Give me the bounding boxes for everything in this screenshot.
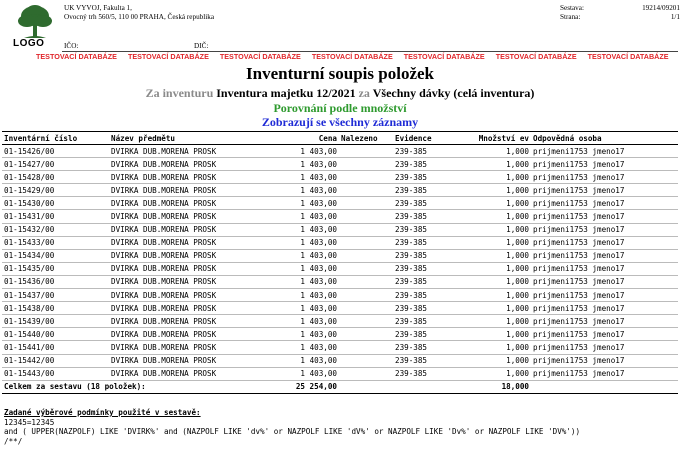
total-mnozstvi: 18,000 bbox=[453, 380, 531, 393]
cell-osoba: prijmeni1753 jmeno17 bbox=[531, 236, 678, 249]
cell-nalezeno bbox=[339, 197, 393, 210]
cell-osoba: prijmeni1753 jmeno17 bbox=[531, 249, 678, 262]
cell-nalezeno bbox=[339, 328, 393, 341]
cell-mnozstvi: 1,000 bbox=[453, 354, 531, 367]
cell-osoba: prijmeni1753 jmeno17 bbox=[531, 367, 678, 380]
cell-evidence: 239-385 bbox=[393, 302, 453, 315]
table-row bbox=[2, 275, 678, 288]
inventory-name: Inventura majetku 12/2021 bbox=[216, 86, 356, 100]
dic-label: DIČ: bbox=[194, 42, 209, 50]
cell-mnozstvi: 1,000 bbox=[453, 315, 531, 328]
test-db-label: TESTOVACÍ DATABÁZE bbox=[587, 52, 669, 61]
cell-inv-cislo: 01-15442/00 bbox=[2, 354, 109, 367]
org-name: UK VYVOJ, Fakulta 1, bbox=[64, 4, 132, 12]
cell-mnozstvi: 1,000 bbox=[453, 184, 531, 197]
cell-evidence: 239-385 bbox=[393, 171, 453, 184]
cell-mnozstvi: 1,000 bbox=[453, 289, 531, 302]
cell-nazev: DVIRKA DUB.MORENA PROSK bbox=[109, 249, 281, 262]
test-db-label: TESTOVACÍ DATABÁZE bbox=[495, 52, 577, 61]
cell-inv-cislo: 01-15434/00 bbox=[2, 249, 109, 262]
cell-inv-cislo: 01-15429/00 bbox=[2, 184, 109, 197]
cell-nazev: DVIRKA DUB.MORENA PROSK bbox=[109, 315, 281, 328]
cell-inv-cislo: 01-15441/00 bbox=[2, 341, 109, 354]
cell-cena: 1 403,00 bbox=[281, 145, 339, 158]
cell-nalezeno bbox=[339, 289, 393, 302]
batch-scope: Všechny dávky (celá inventura) bbox=[372, 86, 535, 100]
cell-mnozstvi: 1,000 bbox=[453, 262, 531, 275]
cell-nazev: DVIRKA DUB.MORENA PROSK bbox=[109, 171, 281, 184]
cell-cena: 1 403,00 bbox=[281, 197, 339, 210]
condition-line: /**/ bbox=[4, 436, 23, 446]
cell-nazev: DVIRKA DUB.MORENA PROSK bbox=[109, 341, 281, 354]
cell-cena: 1 403,00 bbox=[281, 223, 339, 236]
cell-osoba: prijmeni1753 jmeno17 bbox=[531, 302, 678, 315]
total-spacer bbox=[339, 380, 453, 393]
cell-nalezeno bbox=[339, 341, 393, 354]
table-row bbox=[2, 158, 678, 171]
cell-mnozstvi: 1,000 bbox=[453, 367, 531, 380]
test-db-label: TESTOVACÍ DATABÁZE bbox=[127, 52, 209, 61]
table-row bbox=[2, 145, 678, 158]
cell-inv-cislo: 01-15430/00 bbox=[2, 197, 109, 210]
cell-evidence: 239-385 bbox=[393, 341, 453, 354]
table-row bbox=[2, 197, 678, 210]
report-info bbox=[560, 4, 680, 22]
cell-inv-cislo: 01-15433/00 bbox=[2, 236, 109, 249]
cell-evidence: 239-385 bbox=[393, 145, 453, 158]
cell-nalezeno bbox=[339, 184, 393, 197]
table-row bbox=[2, 289, 678, 302]
inventory-subtitle bbox=[0, 86, 680, 101]
cell-inv-cislo: 01-15426/00 bbox=[2, 145, 109, 158]
table-row bbox=[2, 223, 678, 236]
cell-mnozstvi: 1,000 bbox=[453, 328, 531, 341]
test-db-label: TESTOVACÍ DATABÁZE bbox=[403, 52, 485, 61]
records-filter: Zobrazují se všechny záznamy bbox=[261, 115, 419, 129]
cell-cena: 1 403,00 bbox=[281, 275, 339, 288]
cell-nalezeno bbox=[339, 275, 393, 288]
cell-inv-cislo: 01-15436/00 bbox=[2, 275, 109, 288]
cell-cena: 1 403,00 bbox=[281, 289, 339, 302]
cell-evidence: 239-385 bbox=[393, 223, 453, 236]
cell-evidence: 239-385 bbox=[393, 236, 453, 249]
cell-cena: 1 403,00 bbox=[281, 262, 339, 275]
cell-cena: 1 403,00 bbox=[281, 367, 339, 380]
cell-nalezeno bbox=[339, 210, 393, 223]
cell-evidence: 239-385 bbox=[393, 354, 453, 367]
cell-inv-cislo: 01-15431/00 bbox=[2, 210, 109, 223]
cell-mnozstvi: 1,000 bbox=[453, 341, 531, 354]
cell-nazev: DVIRKA DUB.MORENA PROSK bbox=[109, 302, 281, 315]
col-header-nalezeno: Nalezeno bbox=[339, 132, 393, 145]
cell-evidence: 239-385 bbox=[393, 367, 453, 380]
cell-nazev: DVIRKA DUB.MORENA PROSK bbox=[109, 328, 281, 341]
test-db-label: TESTOVACÍ DATABÁZE bbox=[219, 52, 301, 61]
cell-nazev: DVIRKA DUB.MORENA PROSK bbox=[109, 262, 281, 275]
cell-mnozstvi: 1,000 bbox=[453, 171, 531, 184]
cell-evidence: 239-385 bbox=[393, 328, 453, 341]
strana-label: Strana: bbox=[560, 13, 581, 21]
total-cena: 25 254,00 bbox=[281, 380, 339, 393]
cell-nazev: DVIRKA DUB.MORENA PROSK bbox=[109, 210, 281, 223]
cell-inv-cislo: 01-15435/00 bbox=[2, 262, 109, 275]
cell-cena: 1 403,00 bbox=[281, 328, 339, 341]
cell-mnozstvi: 1,000 bbox=[453, 302, 531, 315]
cell-cena: 1 403,00 bbox=[281, 184, 339, 197]
cell-mnozstvi: 1,000 bbox=[453, 249, 531, 262]
cell-osoba: prijmeni1753 jmeno17 bbox=[531, 262, 678, 275]
strana-value: 1/1 bbox=[670, 13, 680, 21]
cell-mnozstvi: 1,000 bbox=[453, 210, 531, 223]
cell-nazev: DVIRKA DUB.MORENA PROSK bbox=[109, 197, 281, 210]
cell-nalezeno bbox=[339, 262, 393, 275]
table-row bbox=[2, 171, 678, 184]
cell-nalezeno bbox=[339, 145, 393, 158]
cell-evidence: 239-385 bbox=[393, 262, 453, 275]
table-row bbox=[2, 328, 678, 341]
cell-osoba: prijmeni1753 jmeno17 bbox=[531, 223, 678, 236]
cell-osoba: prijmeni1753 jmeno17 bbox=[531, 289, 678, 302]
table-row bbox=[2, 367, 678, 380]
cell-osoba: prijmeni1753 jmeno17 bbox=[531, 210, 678, 223]
cell-mnozstvi: 1,000 bbox=[453, 223, 531, 236]
cell-cena: 1 403,00 bbox=[281, 210, 339, 223]
cell-nazev: DVIRKA DUB.MORENA PROSK bbox=[109, 223, 281, 236]
cell-nalezeno bbox=[339, 171, 393, 184]
cell-mnozstvi: 1,000 bbox=[453, 145, 531, 158]
cell-nalezeno bbox=[339, 223, 393, 236]
cell-evidence: 239-385 bbox=[393, 249, 453, 262]
sestava-value: 19214/09201 bbox=[642, 4, 680, 12]
col-header-nazev: Název předmětu bbox=[109, 132, 281, 145]
za-label: za bbox=[358, 86, 370, 100]
cell-evidence: 239-385 bbox=[393, 197, 453, 210]
cell-nalezeno bbox=[339, 367, 393, 380]
cell-nalezeno bbox=[339, 158, 393, 171]
cell-cena: 1 403,00 bbox=[281, 302, 339, 315]
table-row bbox=[2, 184, 678, 197]
col-header-evidence: Evidence bbox=[393, 132, 453, 145]
cell-mnozstvi: 1,000 bbox=[453, 275, 531, 288]
cell-inv-cislo: 01-15432/00 bbox=[2, 223, 109, 236]
cell-cena: 1 403,00 bbox=[281, 236, 339, 249]
cell-nazev: DVIRKA DUB.MORENA PROSK bbox=[109, 289, 281, 302]
table-row bbox=[2, 262, 678, 275]
condition-line: and ( UPPER(NAZPOLF) LIKE 'DVIRK%' and (NAZPOLF LIKE 'dv%' or NAZPOLF LIKE 'dV%' or NAZPOLF LIKE 'Dv%' or NAZPOLF LIKE 'DV%')) bbox=[4, 427, 581, 436]
cell-osoba: prijmeni1753 jmeno17 bbox=[531, 158, 678, 171]
cell-mnozstvi: 1,000 bbox=[453, 236, 531, 249]
total-spacer bbox=[531, 380, 678, 393]
table-row bbox=[2, 315, 678, 328]
cell-nazev: DVIRKA DUB.MORENA PROSK bbox=[109, 354, 281, 367]
cell-evidence: 239-385 bbox=[393, 275, 453, 288]
cell-inv-cislo: 01-15438/00 bbox=[2, 302, 109, 315]
col-header-cena: Cena bbox=[281, 132, 339, 145]
cell-nalezeno bbox=[339, 249, 393, 262]
cell-nazev: DVIRKA DUB.MORENA PROSK bbox=[109, 236, 281, 249]
cell-osoba: prijmeni1753 jmeno17 bbox=[531, 197, 678, 210]
cell-inv-cislo: 01-15439/00 bbox=[2, 315, 109, 328]
conditions-heading: Zadané výběrové podmínky použité v sestavě: bbox=[4, 408, 201, 417]
total-label: Celkem za sestavu (18 položek): bbox=[2, 380, 281, 393]
cell-mnozstvi: 1,000 bbox=[453, 158, 531, 171]
condition-line: 12345=12345 bbox=[4, 417, 55, 427]
cell-cena: 1 403,00 bbox=[281, 171, 339, 184]
cell-nalezeno bbox=[339, 315, 393, 328]
cell-evidence: 239-385 bbox=[393, 315, 453, 328]
table-row bbox=[2, 249, 678, 262]
cell-inv-cislo: 01-15437/00 bbox=[2, 289, 109, 302]
cell-osoba: prijmeni1753 jmeno17 bbox=[531, 354, 678, 367]
cell-osoba: prijmeni1753 jmeno17 bbox=[531, 145, 678, 158]
logo-label: LOGO bbox=[13, 38, 45, 49]
cell-nazev: DVIRKA DUB.MORENA PROSK bbox=[109, 145, 281, 158]
cell-mnozstvi: 1,000 bbox=[453, 197, 531, 210]
table-row bbox=[2, 210, 678, 223]
cell-osoba: prijmeni1753 jmeno17 bbox=[531, 328, 678, 341]
cell-nazev: DVIRKA DUB.MORENA PROSK bbox=[109, 275, 281, 288]
table-row bbox=[2, 354, 678, 367]
cell-nalezeno bbox=[339, 302, 393, 315]
total-row bbox=[2, 380, 678, 393]
col-header-mnozstvi: Množství ev bbox=[453, 132, 531, 145]
cell-inv-cislo: 01-15428/00 bbox=[2, 171, 109, 184]
col-header-inv-cislo: Inventární číslo bbox=[2, 132, 109, 145]
cell-cena: 1 403,00 bbox=[281, 249, 339, 262]
cell-inv-cislo: 01-15440/00 bbox=[2, 328, 109, 341]
cell-osoba: prijmeni1753 jmeno17 bbox=[531, 341, 678, 354]
organization-info bbox=[64, 4, 214, 22]
test-db-label: TESTOVACÍ DATABÁZE bbox=[36, 52, 117, 61]
cell-osoba: prijmeni1753 jmeno17 bbox=[531, 315, 678, 328]
cell-inv-cislo: 01-15443/00 bbox=[2, 367, 109, 380]
cell-evidence: 239-385 bbox=[393, 210, 453, 223]
cell-inv-cislo: 01-15427/00 bbox=[2, 158, 109, 171]
cell-cena: 1 403,00 bbox=[281, 341, 339, 354]
cell-cena: 1 403,00 bbox=[281, 315, 339, 328]
cell-evidence: 239-385 bbox=[393, 158, 453, 171]
cell-evidence: 239-385 bbox=[393, 289, 453, 302]
cell-nazev: DVIRKA DUB.MORENA PROSK bbox=[109, 367, 281, 380]
cell-cena: 1 403,00 bbox=[281, 158, 339, 171]
page-title: Inventurní soupis položek bbox=[246, 64, 434, 83]
cell-nazev: DVIRKA DUB.MORENA PROSK bbox=[109, 158, 281, 171]
col-header-osoba: Odpovědná osoba bbox=[531, 132, 678, 145]
cell-nazev: DVIRKA DUB.MORENA PROSK bbox=[109, 184, 281, 197]
test-db-label: TESTOVACÍ DATABÁZE bbox=[311, 52, 393, 61]
cell-osoba: prijmeni1753 jmeno17 bbox=[531, 184, 678, 197]
ico-label: IČO: bbox=[64, 42, 79, 50]
cell-nalezeno bbox=[339, 236, 393, 249]
cell-evidence: 239-385 bbox=[393, 184, 453, 197]
table-header-row bbox=[2, 132, 678, 145]
cell-cena: 1 403,00 bbox=[281, 354, 339, 367]
table-row bbox=[2, 341, 678, 354]
inventory-table bbox=[2, 131, 678, 394]
cell-osoba: prijmeni1753 jmeno17 bbox=[531, 275, 678, 288]
sestava-label: Sestava: bbox=[560, 4, 584, 12]
comparison-mode: Porovnání podle množství bbox=[273, 101, 407, 115]
table-row bbox=[2, 302, 678, 315]
table-row bbox=[2, 236, 678, 249]
org-address: Ovocný trh 560/5, 110 00 PRAHA, Česká republika bbox=[64, 13, 215, 21]
cell-nalezeno bbox=[339, 354, 393, 367]
selection-conditions bbox=[4, 408, 580, 446]
cell-osoba: prijmeni1753 jmeno17 bbox=[531, 171, 678, 184]
za-inventuru-label: Za inventuru bbox=[145, 86, 214, 100]
test-database-banner bbox=[36, 52, 669, 61]
